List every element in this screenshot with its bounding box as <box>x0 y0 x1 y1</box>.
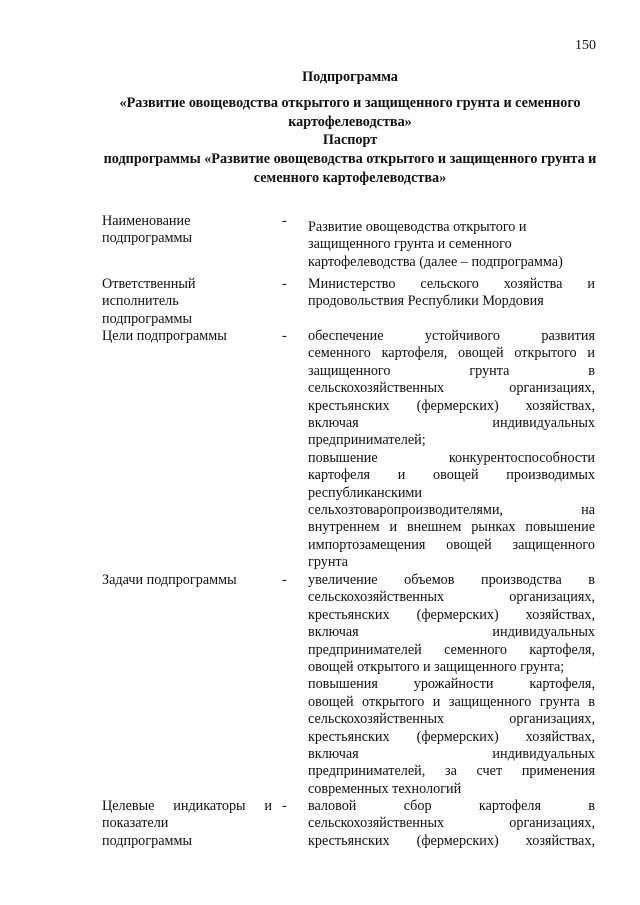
row-dash: - <box>282 328 287 344</box>
row-label: Задачи подпрограммы <box>102 572 237 588</box>
row-dash: - <box>282 276 287 292</box>
row-value: увеличение объемов производства в сельскохозяйственных организациях, крестьянских (фермерских) хозяйствах, включая индивидуальных предпринимателей семенного картофеля, овощей открытого и защищенного грунта; повышения урожайности картофеля, овощей открытого и защищенного грунта в сельскохозяйственных организациях, крестьянских (фермерских) хозяйствах, включая индивидуальных предпринимателей, за счет применения современных технологий <box>308 572 595 797</box>
row-dash: - <box>282 572 287 588</box>
row-label: Цели подпрограммы <box>102 328 227 344</box>
row-label: Целевые индикаторы и показатели подпрограммы <box>102 798 272 849</box>
subprogram-heading: Подпрограмма <box>302 69 398 85</box>
row-label: Наименование подпрограммы <box>102 213 192 247</box>
row-value: обеспечение устойчивого развития семенного картофеля, овощей открытого и защищенного грунта в сельскохозяйственных организациях, крестьянских (фермерских) хозяйствах, включая индивидуальных предпринимателей; повышение конкурентоспособности картофеля и овощей производимых республиканскими сельхозтоваропроизводителями, на внутреннем и внешнем рынках повышение импортозамещения овощей защищенного грунта <box>308 328 595 571</box>
row-label: Ответственный исполнитель подпрограммы <box>102 276 196 327</box>
row-value: валовой сбор картофеля в сельскохозяйственных организациях, крестьянских (фермерских) хозяйствах, <box>308 798 595 849</box>
row-dash: - <box>282 213 287 229</box>
row-value: Развитие овощеводства открытого и защищенного грунта и семенного картофелеводства (далее – подпрограмма) <box>308 219 563 270</box>
row-dash: - <box>282 798 287 814</box>
passport-heading: Паспорт <box>322 132 378 148</box>
page-number: 150 <box>575 38 596 53</box>
passport-title: подпрограммы «Развитие овощеводства открытого и защищенного грунта и семенного картофелеводства» <box>103 151 597 186</box>
row-value: Министерство сельского хозяйства и продовольствия Республики Мордовия <box>308 276 595 310</box>
subprogram-title: «Развитие овощеводства открытого и защищенного грунта и семенного картофелеводства» <box>119 95 581 130</box>
